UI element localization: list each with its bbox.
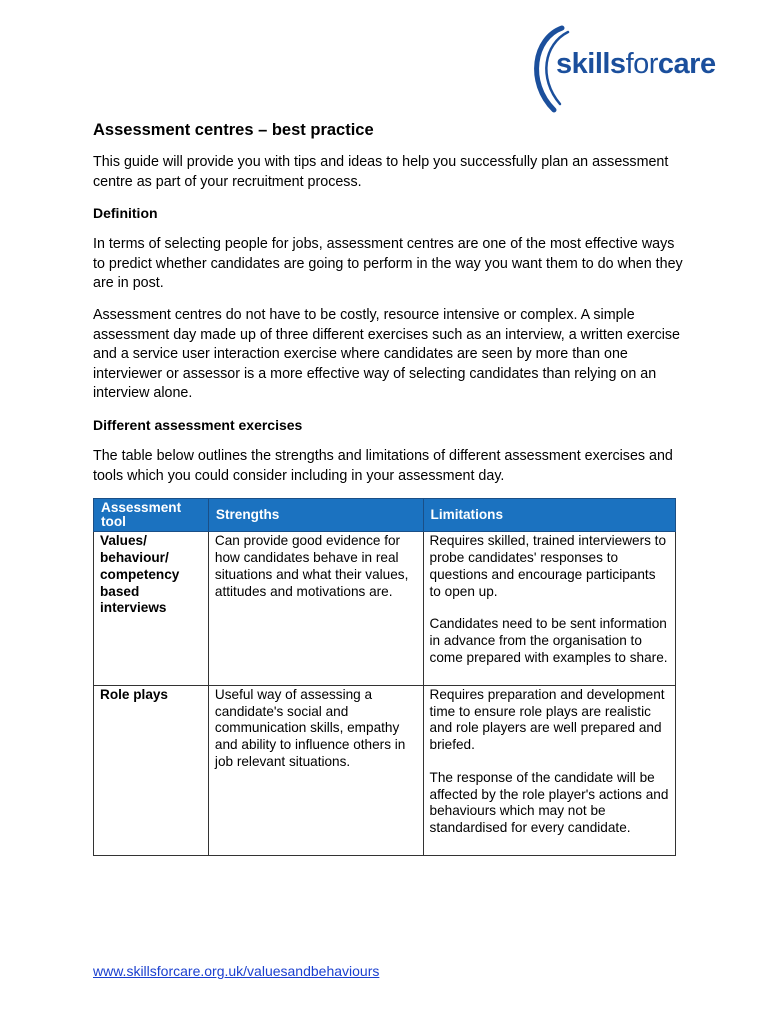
exercises-heading: Different assessment exercises — [93, 416, 303, 433]
page-title: Assessment centres – best practice — [93, 121, 374, 139]
assessment-table — [93, 498, 676, 856]
limitations-cell — [423, 685, 675, 855]
limitation-text: The response of the candidate will be affected by the role player's actions and behaviours which may not be standardised for every candidate. — [429, 769, 669, 836]
intro-paragraph: This guide will provide you with tips and ideas to help you successfully plan an assessment centre as part of your recruitment process. — [93, 154, 669, 190]
tool-cell: Values/ behaviour/ competency based interviews — [94, 532, 209, 686]
exercises-intro: The table below outlines the strengths and limitations of different assessment exercises and tools which you could consider including in your assessment day. — [93, 447, 673, 484]
logo-text-for: for — [625, 48, 658, 80]
definition-heading: Definition — [93, 205, 158, 222]
logo-text-skills: skills — [556, 48, 626, 80]
document-body — [93, 120, 683, 856]
footer-website-link[interactable]: www.skillsforcare.org.uk/valuesandbehaviours — [93, 963, 380, 979]
logo-text-care: care — [657, 48, 716, 80]
strengths-cell: Can provide good evidence for how candidates behave in real situations and what their values, attitudes and motivations are. — [208, 532, 423, 686]
header-assessment-tool: Assessment tool — [94, 499, 209, 532]
definition-paragraph-2: Assessment centres do not have to be costly, resource intensive or complex. A simple assessment day made up of three different exercises such as an interview, a written exercise and a service user interaction exercise where candidates are seen by more than one interviewer or assessor is a more effective way of selecting candidates than relying on an interview alone. — [93, 306, 680, 402]
limitation-text: Requires preparation and development time to ensure role plays are realistic and role players are well prepared and briefed. — [429, 686, 665, 753]
tool-cell: Role plays — [94, 685, 209, 855]
table-row — [94, 532, 676, 686]
table-row — [94, 685, 676, 855]
definition-paragraph-1: In terms of selecting people for jobs, assessment centres are one of the most effective ways to predict whether candidates are going to perform in the way you want them to do when they are in post. — [93, 236, 683, 292]
header-limitations: Limitations — [423, 499, 675, 532]
logo-wordmark — [556, 50, 716, 79]
strengths-cell: Useful way of assessing a candidate's social and communication skills, empathy and ability to influence others in job relevant situations. — [208, 685, 423, 855]
limitation-text: Requires skilled, trained interviewers to probe candidates' responses to questions and encourage participants to open up. — [429, 533, 667, 599]
limitations-cell — [423, 532, 675, 686]
header-strengths: Strengths — [208, 499, 423, 532]
limitation-text: Candidates need to be sent information in advance from the organisation to come prepared with examples to share. — [429, 616, 668, 665]
table-header-row — [94, 499, 676, 532]
skillsforcare-logo — [528, 24, 733, 114]
